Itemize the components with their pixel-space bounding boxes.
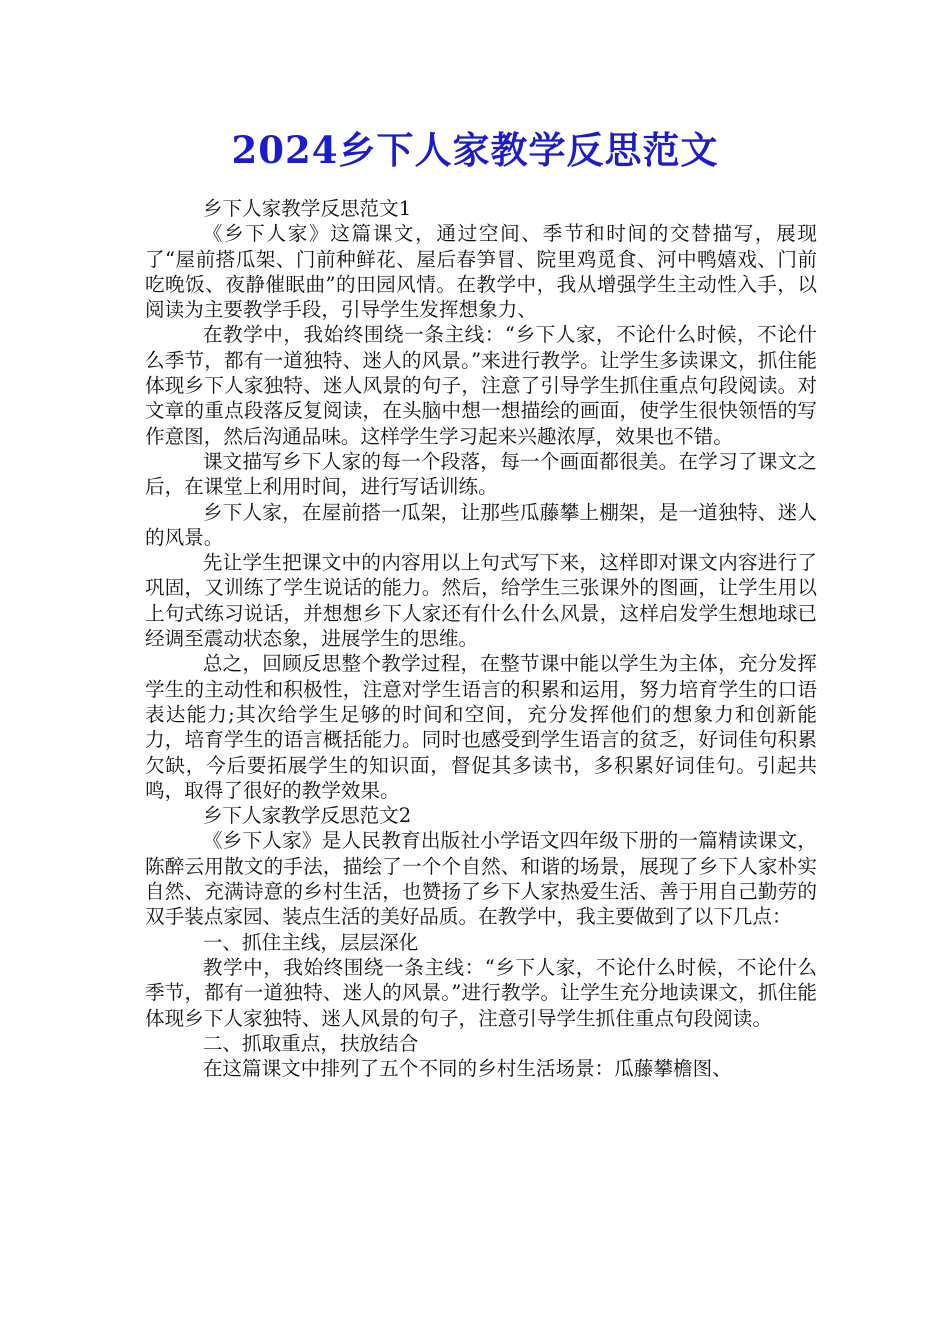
subsection-heading: 一、抓住主线，层层深化 [202,930,419,954]
document-title: 2024乡下人家教学反思范文 [231,128,719,172]
document-body [145,196,817,1081]
paragraph: 《乡下人家》这篇课文，通过空间、季节和时间的交替描写，展现了“屋前搭瓜架、门前种鲜花、屋后春笋冒、院里鸡觅食、河中鸭嬉戏、门前吃晚饭、夜静催眠曲”的田园风情。在教学中，我从增强学生主动性入手，以阅读为主要教学手段，引导学生发挥想象力、 [145,222,817,322]
paragraph: 课文描写乡下人家的每一个段落，每一个画面都很美。在学习了课文之后，在课堂上利用时间，进行写话训练。 [145,449,817,499]
section-heading: 乡下人家教学反思范文2 [202,804,412,828]
paragraph: 在这篇课文中排列了五个不同的乡村生活场景：瓜藤攀檐图、 [202,1057,732,1081]
section-heading: 乡下人家教学反思范文1 [202,197,412,220]
paragraph: 乡下人家，在屋前搭一瓜架，让那些瓜藤攀上棚架，是一道独特、迷人的风景。 [145,500,817,549]
paragraph: 教学中，我始终围绕一条主线：“乡下人家，不论什么时候，不论什么季节，都有一道独特、迷人的风景。”进行教学。让学生充分地读课文，抓住能体现乡下人家独特、迷人风景的句子，注意引导学生抓住重点句段阅读。 [145,955,817,1030]
paragraph: 《乡下人家》是人民教育出版社小学语文四年级下册的一篇精读课文，陈醉云用散文的手法，描绘了一个个自然、和谐的场景，展现了乡下人家朴实自然、充满诗意的乡村生活，也赞扬了乡下人家热爱生活、善于用自己勤劳的双手装点家园、装点生活的美好品质。在教学中，我主要做到了以下几点： [145,829,817,929]
paragraph: 先让学生把课文中的内容用以上句式写下来，这样即对课文内容进行了巩固，又训练了学生说话的能力。然后，给学生三张课外的图画，让学生用以上句式练习说话，并想想乡下人家还有什么什么风景，这样启发学生想地球已经调至震动状态象，进展学生的思维。 [145,551,817,651]
paragraph: 在教学中，我始终围绕一条主线：“乡下人家，不论什么时候，不论什么季节，都有一道独特、迷人的风景。”来进行教学。让学生多读课文，抓住能体现乡下人家独特、迷人风景的句子，注意了引导学生抓住重点句段阅读。对文章的重点段落反复阅读，在头脑中想一想描绘的画面，使学生很快领悟的写作意图，然后沟通品味。这样学生学习起来兴趣浓厚，效果也不错。 [145,323,817,448]
paragraph: 总之，回顾反思整个教学过程，在整节课中能以学生为主体，充分发挥学生的主动性和积极性，注意对学生语言的积累和运用，努力培育学生的口语表达能力;其次给学生足够的时间和空间，充分发挥他们的想象力和创新能力，培育学生的语言概括能力。同时也感受到学生语言的贫乏，好词佳句积累欠缺，今后要拓展学生的知识面，督促其多读书，多积累好词佳句。引起共鸣，取得了很好的教学效果。 [145,652,817,802]
subsection-heading: 二、抓取重点，扶放结合 [202,1031,419,1055]
